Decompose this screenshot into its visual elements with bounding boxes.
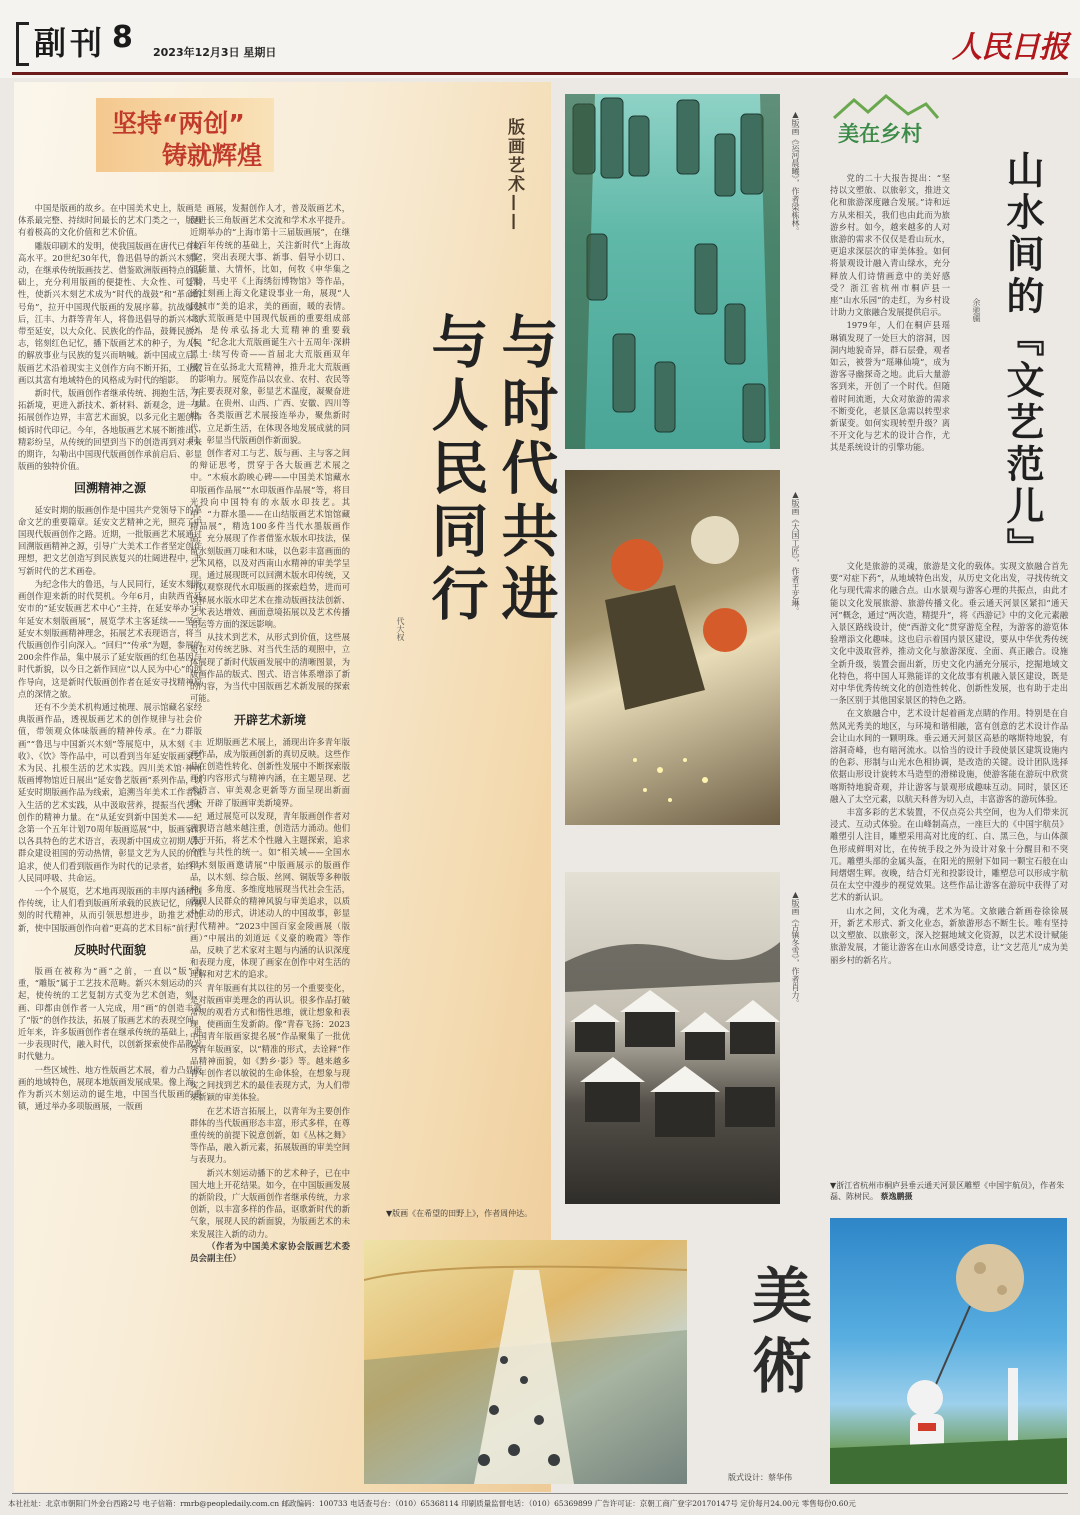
subhead-1: 回溯精神之源 bbox=[73, 481, 146, 496]
canal-boats-illustration bbox=[565, 94, 780, 449]
paragraph: 近期版画艺术展上，涌现出许多青年版画作品，成为版画创新的真切反映。这些作品在创造性转化、创新性发展中不断探索版画的内容形式与精神内涵，在主题呈现、艺术语言、审美观念更新等方面呈现出新面貌，开辟了版画审美新境界。 bbox=[190, 736, 350, 808]
field-illustration bbox=[364, 1240, 687, 1484]
section-name: 副刊 bbox=[34, 24, 107, 62]
paragraph: 还有不少美术机构通过梳理、展示馆藏名家经典版画作品，透视版画艺术的创作规律与社会价值，带领观众体味版画的精神传承。在“力群版画”“鲁迅与中国新兴木刻”等展览中，从木刻《丰收》、《饮》等作品中，可以看到当年延安版画家艺术为民、扎根生活的艺术实践。四川美术馆·神州版画博物馆近日展出“延安鲁艺版画”系列作品，以延安时期版画作品为线索，追溯当年美术工作者深入生活的艺术实践，从中汲取营养，提振当代艺术创作的精神力量。在“从延安到新中国美术——纪念第一个五年计划70周年版画巡展”中，版画家们以各具特色的艺术语言，表现新中国成立初期人民群众建设祖国的劳动热情，彰显文艺为人民的价值追求，使人们看到版画作为时代的记录者，始终与人民同呼吸、共命运。 bbox=[18, 701, 202, 883]
paragraph: 延安时期的版画创作是中国共产党领导下的革命文艺的重要篇章。延安文艺精神之光，照亮了中国现代版画创作之路。近期，一批版画艺术展通过回溯版画精神之源，引导广大美术工作者坚定创作理想，把文艺创造写到民族复兴的壮阔进程中，书写新时代的艺术画卷。 bbox=[18, 504, 202, 576]
paragraph: 在艺术语言拓展上，以青年为主要创作群体的当代版画形态丰富，形式多样，在尊重传统的前提下锐意创新，如《丛林之舞》等作品，融入新元素，拓展版画的审美空间与表现力。 bbox=[190, 1105, 350, 1165]
article-author: 代大权 bbox=[396, 617, 405, 641]
section-mark: 美術 bbox=[742, 1264, 812, 1404]
photo-caption-text: ▼浙江省杭州市桐庐县垂云通天河景区雕塑《中国宇航员》，作者朱磊、陈树民。 bbox=[830, 1181, 1065, 1201]
left-column-1 bbox=[18, 202, 202, 1484]
masthead bbox=[0, 0, 1080, 78]
right-article-title: 山水间的『文艺范儿』 bbox=[1000, 150, 1045, 570]
caption-print-2: ▲版画《大国工匠》，作者王艺琳。 bbox=[791, 490, 800, 615]
paragraph: 创作者对工与艺、版与画、主与客之间的辩证思考，贯穿于各大版画艺术展之中。“木痕水韵映心碑——中国美术馆藏水印版画作品展”“水印版画作品展”等，将目光投向中国特有的水版水印技艺。其中，“力群水墨——在山结版画艺术馆馆藏精品展”，精选100多件当代水墨版画作品，充分展现了作者借鉴水版水印技法，保留水刻版画刀味和木味，以色彩丰富画面的艺术风格，以及对西南山水精神的审美学呈现。通过展现既可以回溯木版水印传统，又可以观察现代水印版画的探索趋势，进而可以释展水版水印艺术在推动版画技法创新、艺术表达增效、画面意境拓展以及艺术传播者运等方面的深远影响。 bbox=[190, 448, 350, 629]
issue-date: 2023年12月3日 星期日 bbox=[153, 46, 277, 59]
caption-print-3: ▲版画《古镇冬雪》，作者肖力。 bbox=[791, 890, 800, 1007]
paper-name: 人民日报 bbox=[952, 30, 1068, 65]
print-canal-boats-image bbox=[565, 94, 780, 449]
column-logo-text: 美在乡村 bbox=[838, 121, 922, 146]
banner-line-2: 铸就辉煌 bbox=[162, 141, 263, 170]
footer-rule bbox=[12, 1493, 1068, 1494]
article-title: 与时代共进 与人民同行 bbox=[422, 312, 558, 627]
page-number: 8 bbox=[112, 20, 133, 55]
banner-line-1: 坚持“两创” bbox=[112, 109, 245, 138]
column-label: 版画艺术—— bbox=[504, 118, 524, 232]
paragraph: 文化是旅游的灵魂，旅游是文化的载体。实现文旅融合首先要“对症下药”，从地域特色出发，从历史文化出发，寻找传统文化与现代需求的融合点。山水景观与游客心理的共振点，由此才能以文化发展旅游、旅游传播文化。垂云通天河景区紧扣“通天河”概念，通过“两次造，精提升”，将《西游记》中的文化元素融入景区路线设计，使“西游文化”贯穿游览全程，为游客的游览体验增添文化趣味。这也启示着国内景区建设，要从中华优秀传统文化中汲取营养，推动文化与旅游深度、全面、真正融合。设施全新升级，装置会面出新，历史文化内涵充分展示，挖掘地域文化特色，将中国人耳熟能详的文化故事有机融入景区建设，既是对中华优秀传统文化的创造性转化、创新性发展，也有助于走出一条区别于其他国家景区的特色之路。 bbox=[830, 561, 1068, 706]
paragraph: 一些区域性、地方性版画艺术展，着力凸显版画的地域特色，展现本地版画发展成果。像上海，作为新兴木刻运动的诞生地，中国当代版画的重镇，通过举办多项版画展，一版画 bbox=[18, 1064, 202, 1112]
paragraph: 雕版印刷术的发明，使我国版画在唐代已有较高水平。20世纪30年代，鲁迅倡导的新兴木刻运动，在继承传统版画技艺、借鉴欧洲版画特点的基础上，充分利用版画的便捷性、大众性、可复制性，使新兴木刻艺术成为“时代的战鼓”和“革命的号角”，拉开中国现代版画的发展序幕。抗战爆发后，江丰、力群等青年人，将鲁迅倡导的新兴木刻带至延安，以大众化、民族化的作品，鼓舞民族斗志，铭刻红色记忆，播下版画艺术的种子，为人民的解放事业与民族的复兴而呐喊。新中国成立后，版画艺术沿着现实主义创作方向不断开拓，工业版画以其富有地域特色的风格成为时代的缩影。 bbox=[18, 240, 202, 385]
paragraph: 党的二十大报告提出：“坚持以文塑旅、以旅彰文，推进文化和旅游深度融合发展。”诗和远方从来相关，我们也由此而为旅游乡村。如今，越来越多的人对旅游的需求不仅仅是看山玩水，更追求深层次的审美体验。如何将景观设计融入青山绿水，充分释放人们诗情画意中的美好感受？浙江省杭州市桐庐县一座“山水乐园”的走红，为乡村设计助力文旅融合发展提供启示。 bbox=[830, 173, 950, 318]
subhead-2: 开辟艺术新境 bbox=[233, 713, 306, 728]
layout-editor: 版式设计：蔡华伟 bbox=[728, 1473, 792, 1482]
astronaut-photo bbox=[830, 1218, 1067, 1484]
print-snow-town-image bbox=[565, 872, 780, 1204]
masthead-bracket bbox=[16, 22, 29, 66]
paragraph: 新时代，版画创作者继承传统、拥抱生活，开拓新境，更进入新技术、新材料、新观念，进一步拓展创作边界，丰富艺术面貌，以多元化主题创作倾诉时代印记。今年，各地版画艺术展不断推出，精彩纷呈，从传统的回望到当下的创造再到对未来的期许，勾勒出中国现代版画创作承前启后、彰显版画的独特价值。 bbox=[18, 388, 202, 472]
print-welder-image bbox=[565, 470, 780, 825]
paragraph: 画展，发掘创作人才，普及版画艺术，促进长三角版画艺术交流和学术水平提升。近期举办的“上海市第十三届版画展”，在继续百年传统的基础上，关注新时代“上海故事”，突出表现大事、新事、倡导小切口、正能量、大情怀，比如，何牧《申华集之四》，马史平《上海绣衍博物馆》等作品，通过刻画上海文化建设事业一角，展现“人民城市”美的追求，美的画面，暖的表情。北大荒版画是中国现代版画的重要组成部分，是传承弘扬北大荒精神的重要载体。“纪念北大荒版画诞生六十五周年·深耕黑土·续写传奇——首届北大荒版画双年展”旨在弘扬北大荒精神，推升北大荒版画的影响力。展览作品以农业、农村、农民等为主要表现对象，彰显艺术温度，凝聚奋进力量。在贵州、山西、广西、安徽、四川等地，各类版画艺术展接连举办，聚焦新时代，立足新生活，在体现各地发展成就的同时，彰显当代版画创作新面貌。 bbox=[190, 203, 350, 445]
subhead-3: 反映时代面貌 bbox=[73, 942, 146, 957]
paragraph: 新兴木刻运动播下的艺术种子，已在中国大地上开花结果。如今，在中国版画发展的新阶段，广大版画创作者继承传统，力求创新，以丰富多样的作品，讴歌新时代的新气象，展现人民的新面貌，为版画艺术的未来发展注入新的动力。 bbox=[190, 1167, 350, 1239]
right-column-top bbox=[830, 172, 950, 557]
snow-town-illustration bbox=[565, 872, 780, 1204]
paragraph: 为纪念伟大的鲁迅，与人民同行，延安木刻版画创作迎来新的时代契机。今年6月，由陕西省延安市的“延安版画艺术中心”主持，在延安举办“百年延安木刻版画展”，展览学术主客延续——坚守延安木刻版画精神理念，拓展艺术表现语言，将当代版画创作引向深入。“回归”“传承”为题，参展的200余件作品，集中展示了延安版画的红色基因与时代新貌，以今日之新作回应“以人民为中心”的创作导向，这是新时代版画创作者在延安寻找精神原点的深情之旅。 bbox=[18, 578, 202, 699]
paragraph: 版画在被称为“画”之前，一直以“版”为重，“雕版”属于工艺技术范畴。新兴木刻运动的兴起，使传统的工艺复制方式变为艺术创造，刻、画、印都由创作者一人完成，用“画”的创造丰富了“版”的创作技法，拓展了版画艺术的表现空间。近年来，许多版画创作者在继承传统的基础上，进一步表现时代，融入时代，以创新探索使作品散发时代魅力。 bbox=[18, 965, 202, 1062]
astronaut-sculpture-illustration bbox=[830, 1218, 1067, 1484]
welder-illustration bbox=[565, 470, 780, 825]
paragraph: 丰富多彩的艺术装置，不仅点亮公共空间，也为人们带来沉浸式、互动式体验。在山峰制高点，一座巨大的《中国宇航员》雕塑引人注目，雕塑采用高对比度的红、白、黑三色，与山体颜色形成鲜明对比，在传统手段之外为设计对象十分醒目和不突兀。雕塑头部的金属头盔，在阳光的照射下如同一颗宝石般在山间熠熠生辉。夜晚，结合灯光和投影设计，雕塑总可以形成宇航员在太空中漫步的视觉效果。这些作品让游客在游玩中获得了对艺术的新认识。 bbox=[830, 807, 1068, 903]
right-column-body bbox=[830, 560, 1068, 1170]
paragraph: 从技术到艺术，从形式到价值，这些展览在对传统艺脉、对当代生活的观照中，立体展现了新时代版画发展中的清晰图景，为版画作品的版式、图式、语言体系增添了新的内容，为当代中国版画艺术新发展的探索可能。 bbox=[190, 632, 350, 704]
paragraph: 中国是版画的故乡。在中国美术史上，版画是体系最完整、持续时间最长的艺术门类之一，版画有着极高的文化价值和艺术价值。 bbox=[18, 203, 202, 238]
paragraph: 1979年，人们在桐庐县瑶琳镇发现了一处巨大的溶洞，因洞内地貌奇异，群石层叠，观者如云，被誉为“瑶琳仙境”，成为游客寻幽探奇之地。此后大量游客到来，开创了一个时代。但随着时间流逝，大众对旅游的需求不断变化，老景区急需以转型求新谋变。如何实现转型升级？离不开文化与艺术的设计合作，尤其是系统设计的引擎功能。 bbox=[830, 320, 950, 453]
masthead-rule bbox=[12, 72, 1068, 75]
footer-info: 本社社址：北京市朝阳门外金台西路2号 电子信箱：rmrb@peopledaily.com.cn 邮政编码：100733 电话查号台：（010）65368114 印刷质量监督电话：（010）65369899 广告许可证：京朝工商广登字20170147号 定价每月24.00元 零售每份0.60元 bbox=[8, 1499, 856, 1508]
paragraph: 青年版画有其以往的另一个重要变化，是对版画审美理念的再认识。很多作品打破常规的观看方式和惰性思维，就让想象和表现，使画面生发新韵。像“青春飞扬：2023中国青年版画家提名展”作品聚集了一批优秀青年版画家，以“精准的形式，去诠释”作品精神面貌，如《黔乡·影》等。越来越多青年创作者以敏锐的生命体验，在想象与现实之间找到艺术的最佳表现方式，为人们带来新颖的审美体验。 bbox=[190, 982, 350, 1103]
caption-print-4: ▼版画《在希望的田野上》，作者周仲达。 bbox=[386, 1209, 533, 1218]
right-article-author: 余驰疆 bbox=[972, 298, 981, 322]
left-column-2 bbox=[190, 202, 350, 1484]
paragraph: 通过展览可以发现，青年版画创作者对表现语言越来越注重，创造活力涌动。他们勇于开拓，将艺术个性融入主题探索，追求个性与共性的统一。如“相关域——全国水印木刻版画邀请展”中版画展示的版画作品，以木刻、综合版、丝网、铜版等多种版种，多角度、多维度地展现当代社会生活，表现人民群众的精神风貌与审美追求，以质朴生动的形式，讲述动人的中国故事，彰显时代精神。“2023中国百家金陵画展（版画）”中展出的刘道远《义豪的晚霞》等作品，反映了艺术家对主题与内涵的认识深度和表现力度，体现了画家在创作中对生活的理解和对艺术的追求。 bbox=[190, 810, 350, 980]
caption-print-1: ▲版画《运河晨曦》，作者梁栋林。 bbox=[791, 110, 800, 235]
photo-credit: 蔡逸鹏摄 bbox=[880, 1191, 913, 1201]
paragraph: 山水之间，文化为魂，艺术为笔。文旅融合新画卷徐徐展开，新艺术形式、新文化业态，新旅游形态不断生长。唯有坚持以文塑旅、以旅彰文，深入挖掘地域文化资源，以艺术设计赋能旅游发展，才能让游客在山水间感受诗意，让“文艺范儿”成为美丽乡村的新名片。 bbox=[830, 905, 1068, 965]
paragraph: 一个个展览，艺术地再现版画的丰厚内涵和创作传统，让人们看到版画所承载的民族记忆，所镌刻的时代精神，从而引领思想进步，助推艺术创新，使中国版画创作向着“更高的艺术目标”前行。 bbox=[18, 885, 202, 933]
photo-caption bbox=[830, 1180, 1068, 1202]
author-bio: （作者为中国美术家协会版画艺术委员会副主任） bbox=[190, 1241, 350, 1265]
paragraph: 在文旅融合中，艺术设计起着画龙点睛的作用。特别是在自然风光秀美的地区，与环境和谐相融，富有创意的艺术设计作品会让山水间的一颗明珠。垂云通天河景区高悬的喀斯特地貌，有溶洞奇峰，也有暗河流水。以恰当的设计手段使景区建筑设施内的色彩、形制与山光水色相协调，是改造的关键。设计团队选择依据山形设计旋转木马造型的滑梯设施，使游客能在游玩中欣赏喀斯特地貌奇观，并让游客与景观形成趣味互动。同时，景区还融入了太空元素，以航天科普为切入点，丰富游客的游玩体验。 bbox=[830, 708, 1068, 804]
print-field-image bbox=[364, 1240, 687, 1484]
